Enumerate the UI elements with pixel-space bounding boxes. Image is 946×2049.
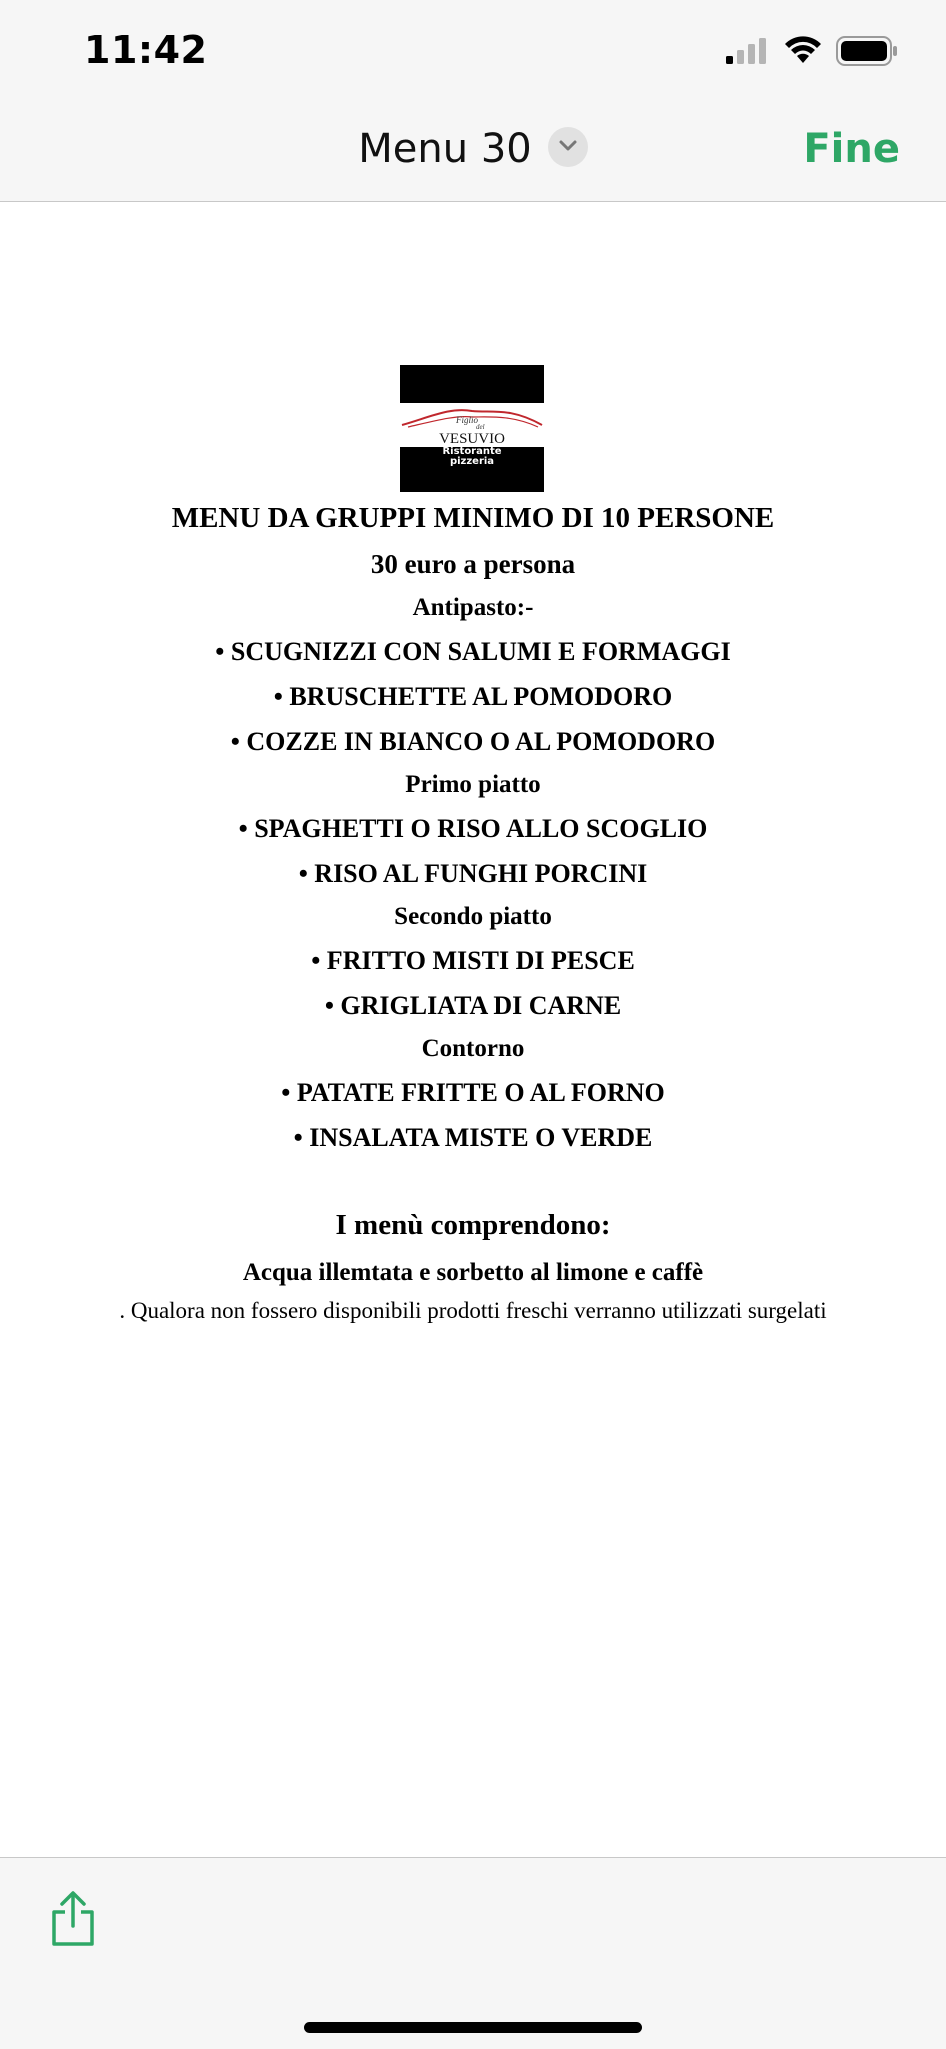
menu-item: • BRUSCHETTE AL POMODORO <box>273 682 673 711</box>
restaurant-logo <box>400 365 544 492</box>
menu-content <box>0 495 946 1326</box>
svg-text:Figlio: Figlio <box>456 415 478 425</box>
menu-item: • GRIGLIATA DI CARNE <box>324 991 622 1020</box>
document-view[interactable] <box>0 202 946 1857</box>
logo-band <box>400 403 544 447</box>
nav-title: Menu 30 <box>358 126 532 172</box>
menu-item: • SPAGHETTI O RISO ALLO SCOGLIO <box>238 814 708 843</box>
menu-heading: MENU DA GRUPPI MINIMO DI 10 PERSONE <box>171 502 775 534</box>
section-title-primo: Primo piatto <box>405 771 541 798</box>
done-button[interactable]: Fine <box>803 126 900 172</box>
includes-title: I menù comprendono: <box>335 1209 611 1241</box>
section-title-contorno: Contorno <box>421 1035 525 1062</box>
menu-item: • FRITTO MISTI DI PESCE <box>311 946 635 975</box>
bottom-toolbar <box>0 1857 946 2049</box>
menu-item: • PATATE FRITTE O AL FORNO <box>281 1078 665 1107</box>
includes-text: Acqua illemtata e sorbetto al limone e caffè <box>242 1259 704 1286</box>
status-bar <box>0 0 946 100</box>
logo-mountain-icon <box>400 403 544 447</box>
home-indicator[interactable] <box>304 2022 642 2033</box>
footnote: . Qualora non fossero disponibili prodotti freschi verranno utilizzati surgelati <box>119 1298 827 1323</box>
logo-subtitle: Ristorante pizzeria <box>442 446 502 467</box>
wifi-icon <box>784 34 822 64</box>
battery-icon <box>836 36 898 66</box>
section-title-secondo: Secondo piatto <box>394 903 552 930</box>
menu-item: • INSALATA MISTE O VERDE <box>293 1123 653 1152</box>
navigation-bar <box>0 100 946 202</box>
status-time: 11:42 <box>84 28 208 72</box>
section-title-antipasto: Antipasto:- <box>412 594 534 621</box>
menu-price: 30 euro a persona <box>370 549 576 579</box>
menu-item: • SCUGNIZZI CON SALUMI E FORMAGGI <box>215 637 731 666</box>
share-icon[interactable] <box>48 1890 98 1948</box>
svg-text:del: del <box>476 423 485 431</box>
spacer <box>0 1160 946 1200</box>
svg-text:VESUVIO: VESUVIO <box>439 431 505 447</box>
cellular-signal-icon <box>726 38 768 64</box>
chevron-down-icon[interactable] <box>548 127 588 167</box>
menu-item: • COZZE IN BIANCO O AL POMODORO <box>230 727 716 756</box>
menu-item: • RISO AL FUNGHI PORCINI <box>298 859 648 888</box>
